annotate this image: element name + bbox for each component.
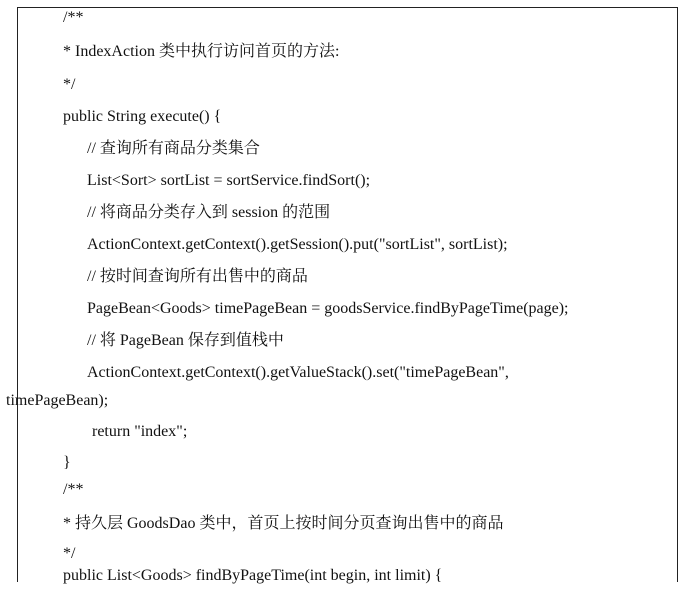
- code-line-3: */: [63, 76, 76, 93]
- code-line-14: return "index";: [92, 423, 188, 440]
- code-line-12: ActionContext.getContext().getValueStack().set("timePageBean",: [87, 364, 509, 381]
- code-line-6: List<Sort> sortList = sortService.findSort();: [87, 172, 371, 189]
- code-line-19: public List<Goods> findByPageTime(int begin, int limit) {: [63, 567, 443, 584]
- code-line-7: // 将商品分类存入到 session 的范围: [87, 204, 331, 221]
- code-line-17: * 持久层 GoodsDao 类中，首页上按时间分页查询出售中的商品: [63, 515, 504, 532]
- code-line-1: /**: [63, 9, 84, 26]
- code-line-5: // 查询所有商品分类集合: [87, 140, 260, 157]
- code-line-11: // 将 PageBean 保存到值栈中: [87, 332, 284, 349]
- code-line-8: ActionContext.getContext().getSession().put("sortList", sortList);: [87, 236, 508, 253]
- code-line-16: /**: [63, 481, 84, 498]
- code-box: [17, 7, 678, 582]
- code-line-10: PageBean<Goods> timePageBean = goodsService.findByPageTime(page);: [87, 300, 569, 317]
- code-line-4: public String execute() {: [63, 108, 222, 125]
- code-line-13: timePageBean);: [6, 392, 109, 409]
- code-line-2: * IndexAction 类中执行访问首页的方法:: [63, 43, 340, 60]
- code-line-18: */: [63, 545, 76, 562]
- code-line-9: // 按时间查询所有出售中的商品: [87, 268, 308, 285]
- code-line-15: }: [63, 454, 71, 471]
